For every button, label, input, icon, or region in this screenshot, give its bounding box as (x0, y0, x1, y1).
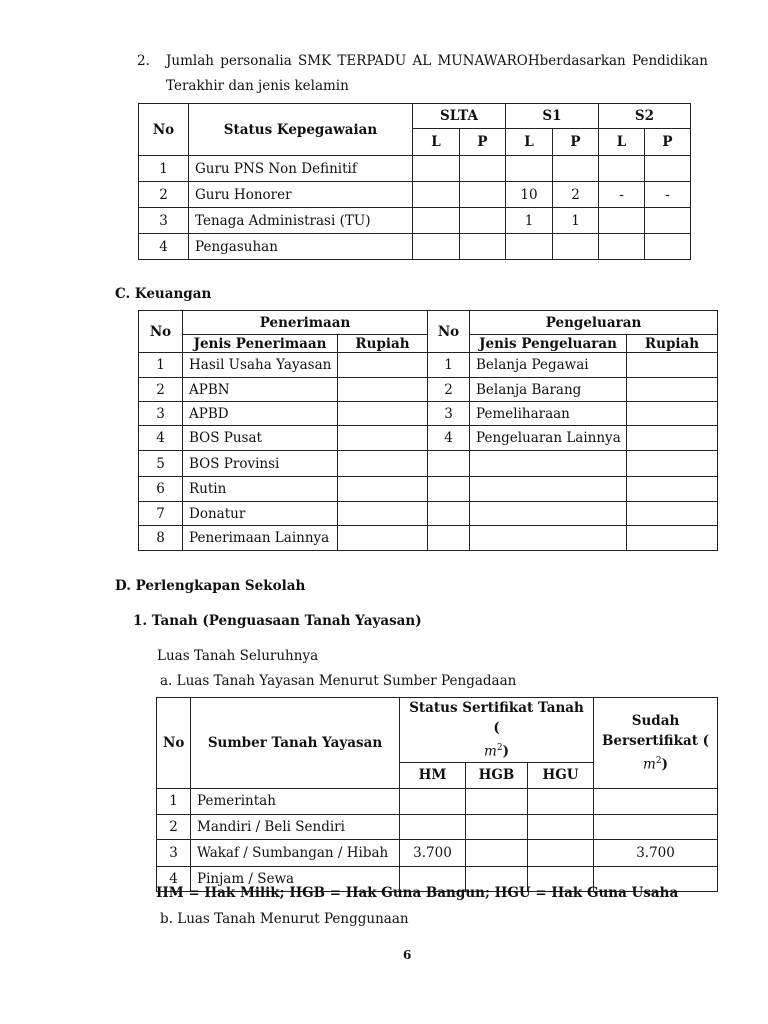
header-sumber: Sumber Tanah Yayasan (191, 698, 400, 789)
table-row: 2 APBN 2 Belanja Barang (139, 378, 718, 402)
tanah-table (156, 697, 718, 892)
item-number: 2. (137, 53, 150, 69)
header-s2-p: P (645, 129, 691, 156)
header-rupiah: Rupiah (338, 335, 428, 353)
table-row: 3 APBD 3 Pemeliharaan (139, 402, 718, 426)
table-row: 3 Wakaf / Sumbangan / Hibah 3.700 3.700 (157, 839, 718, 866)
header-rupiah: Rupiah (627, 335, 718, 353)
keuangan-table (138, 310, 718, 551)
header-s1-p: P (553, 129, 599, 156)
header-jenis-pengeluaran: Jenis Pengeluaran (470, 335, 627, 353)
header-sudah-bersertifikat: Sudah Bersertifikat ( $m^2$) (594, 698, 718, 789)
personalia-table (138, 103, 691, 260)
luas-tanah-label: Luas Tanah Seluruhnya (157, 648, 319, 664)
header-slta-p: P (460, 129, 506, 156)
section-heading-line2: Terakhir dan jenis kelamin (166, 78, 349, 94)
section-title-perlengkapan: D. Perlengkapan Sekolah (115, 578, 306, 594)
item-a-heading: a. Luas Tanah Yayasan Menurut Sumber Pengadaan (160, 673, 517, 689)
header-jenis-penerimaan: Jenis Penerimaan (183, 335, 338, 353)
header-status: Status Kepegawaian (189, 104, 413, 156)
table-row: 2 Guru Honorer 10 2 - - (139, 182, 691, 208)
header-no: No (139, 104, 189, 156)
header-s1-l: L (506, 129, 553, 156)
header-no: No (428, 311, 470, 353)
subsection-title-tanah: 1. Tanah (Penguasaan Tanah Yayasan) (133, 613, 422, 629)
page-number: 6 (403, 948, 412, 962)
table-row: 4 Pinjam / Sewa (157, 866, 718, 891)
table-row: 5 BOS Provinsi (139, 451, 718, 477)
header-no: No (157, 698, 191, 789)
header-status-sertifikat: Status Sertifikat Tanah ( $m^2$) (400, 698, 594, 763)
header-s1: S1 (506, 104, 599, 129)
header-slta: SLTA (413, 104, 506, 129)
header-s2: S2 (599, 104, 691, 129)
table-row: 1 Pemerintah (157, 788, 718, 814)
header-penerimaan: Penerimaan (183, 311, 428, 335)
table-row: 1 Guru PNS Non Definitif (139, 156, 691, 182)
header-hm: HM (400, 762, 466, 788)
section-heading-line1: Jumlah personalia SMK TERPADU AL MUNAWAROHberdasarkan Pendidikan (166, 53, 708, 69)
table-row: 2 Mandiri / Beli Sendiri (157, 814, 718, 839)
table-row: 6 Rutin (139, 477, 718, 502)
table-row: 4 BOS Pusat 4 Pengeluaran Lainnya (139, 426, 718, 451)
table-row: 4 Pengasuhan (139, 234, 691, 260)
header-hgb: HGB (466, 762, 528, 788)
header-hgu: HGU (528, 762, 594, 788)
header-pengeluaran: Pengeluaran (470, 311, 718, 335)
section-title-keuangan: C. Keuangan (115, 286, 212, 302)
header-slta-l: L (413, 129, 460, 156)
item-b-heading: b. Luas Tanah Menurut Penggunaan (160, 911, 409, 927)
table-row: 7 Donatur (139, 502, 718, 526)
header-s2-l: L (599, 129, 645, 156)
header-no: No (139, 311, 183, 353)
legend-note: HM = Hak Milik; HGB = Hak Guna Bangun; HGU = Hak Guna Usaha (156, 885, 679, 901)
table-row: 1 Hasil Usaha Yayasan 1 Belanja Pegawai (139, 353, 718, 378)
table-row: 8 Penerimaan Lainnya (139, 526, 718, 551)
table-row: 3 Tenaga Administrasi (TU) 1 1 (139, 208, 691, 234)
